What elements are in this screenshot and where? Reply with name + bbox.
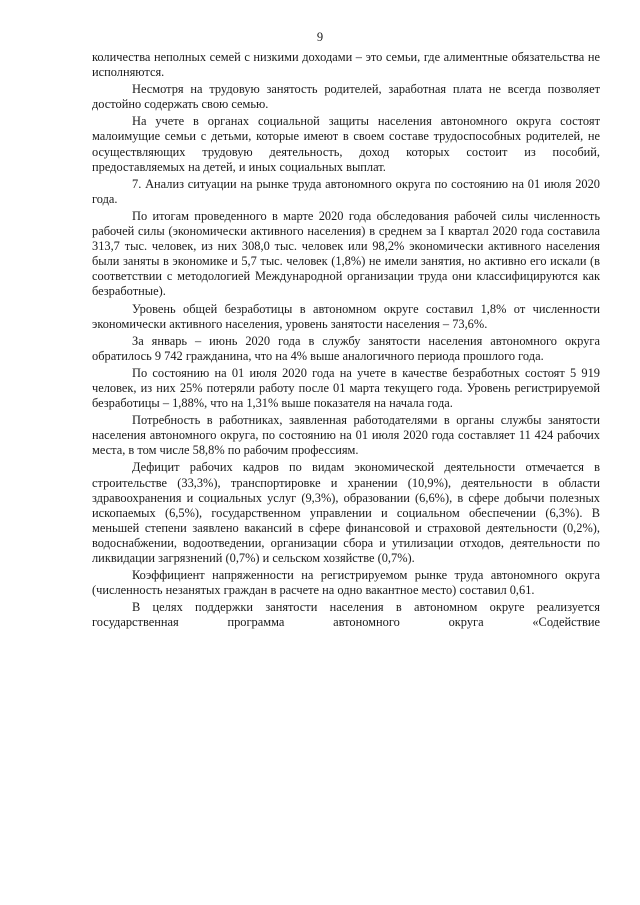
paragraph: Потребность в работниках, заявленная работодателями в органы службы занятости населения автономного округа, по состоянию на 01 июля 2020 года составляет 11 424 рабочих места, в том числе 58,8% по рабочим профессиям. — [92, 413, 600, 458]
paragraph: По состоянию на 01 июля 2020 года на учете в качестве безработных состоят 5 919 человек, из них 25% потеряли работу после 01 марта текущего года. Уровень регистрируемой безработицы – 1,88%, что на 1,31% выше показателя на начала года. — [92, 365, 600, 411]
paragraph: На учете в органах социальной защиты населения автономного округа состоят малоимущие семьи с детьми, которые имеют в своем составе трудоспособных родителей, не осуществляющих трудовую деятельность, доход которых состоит из пособий, предоставляемых на детей, и иных социальных выплат. — [92, 114, 600, 174]
paragraph: Коэффициент напряженности на регистрируемом рынке труда автономного округа (численность незанятых граждан в расчете на одно вакантное место) составил 0,61. — [92, 568, 600, 598]
paragraph: В целях поддержки занятости населения в автономном округе реализуется государственная программа автономного округа «Содействие — [92, 600, 600, 630]
paragraph: Несмотря на трудовую занятость родителей, заработная плата не всегда позволяет достойно содержать свою семью. — [92, 82, 600, 112]
paragraph: Дефицит рабочих кадров по видам экономической деятельности отмечается в строительстве (33,3%), транспортировке и хранении (10,9%), деятельности в области здравоохранения и социальных услуг (9,3%), образовании (6,6%), в сфере добычи полезных ископаемых (6,5%), государственном управлении и социальном обеспечении (6,3%). В меньшей степени заявлено вакансий в сфере финансовой и страховой деятельности (0,2%), водоснабжении, водоотведении, организации сбора и утилизации отходов, деятельности по ликвидации загрязнений (0,7%) и сельском хозяйстве (0,7%). — [92, 460, 600, 565]
paragraph: За январь – июнь 2020 года в службу занятости населения автономного округа обратилось 9 742 гражданина, что на 4% выше аналогичного периода прошлого года. — [92, 333, 600, 363]
section-heading: 7. Анализ ситуации на рынке труда автономного округа по состоянию на 01 июля 2020 года. — [92, 176, 600, 206]
page-number: 9 — [316, 30, 324, 44]
paragraph: количества неполных семей с низкими доходами – это семьи, где алиментные обязательства не исполняются. — [92, 50, 600, 80]
paragraph: По итогам проведенного в марте 2020 года обследования рабочей силы численность рабочей силы (экономически активного населения) в среднем за I квартал 2020 года составила 313,7 тыс. человек, из них 308,0 тыс. человек или 98,2% экономически активного населения были заняты в экономике и 5,7 тыс. человек (1,8%) не имели занятия, но активно его искали (в соответствии с методологией Международной организации труда они классифицируются как безработные). — [92, 208, 600, 299]
paragraph: Уровень общей безработицы в автономном округе составил 1,8% от численности экономически активного населения, уровень занятости населения – 73,6%. — [92, 301, 600, 331]
document-body — [92, 50, 600, 632]
